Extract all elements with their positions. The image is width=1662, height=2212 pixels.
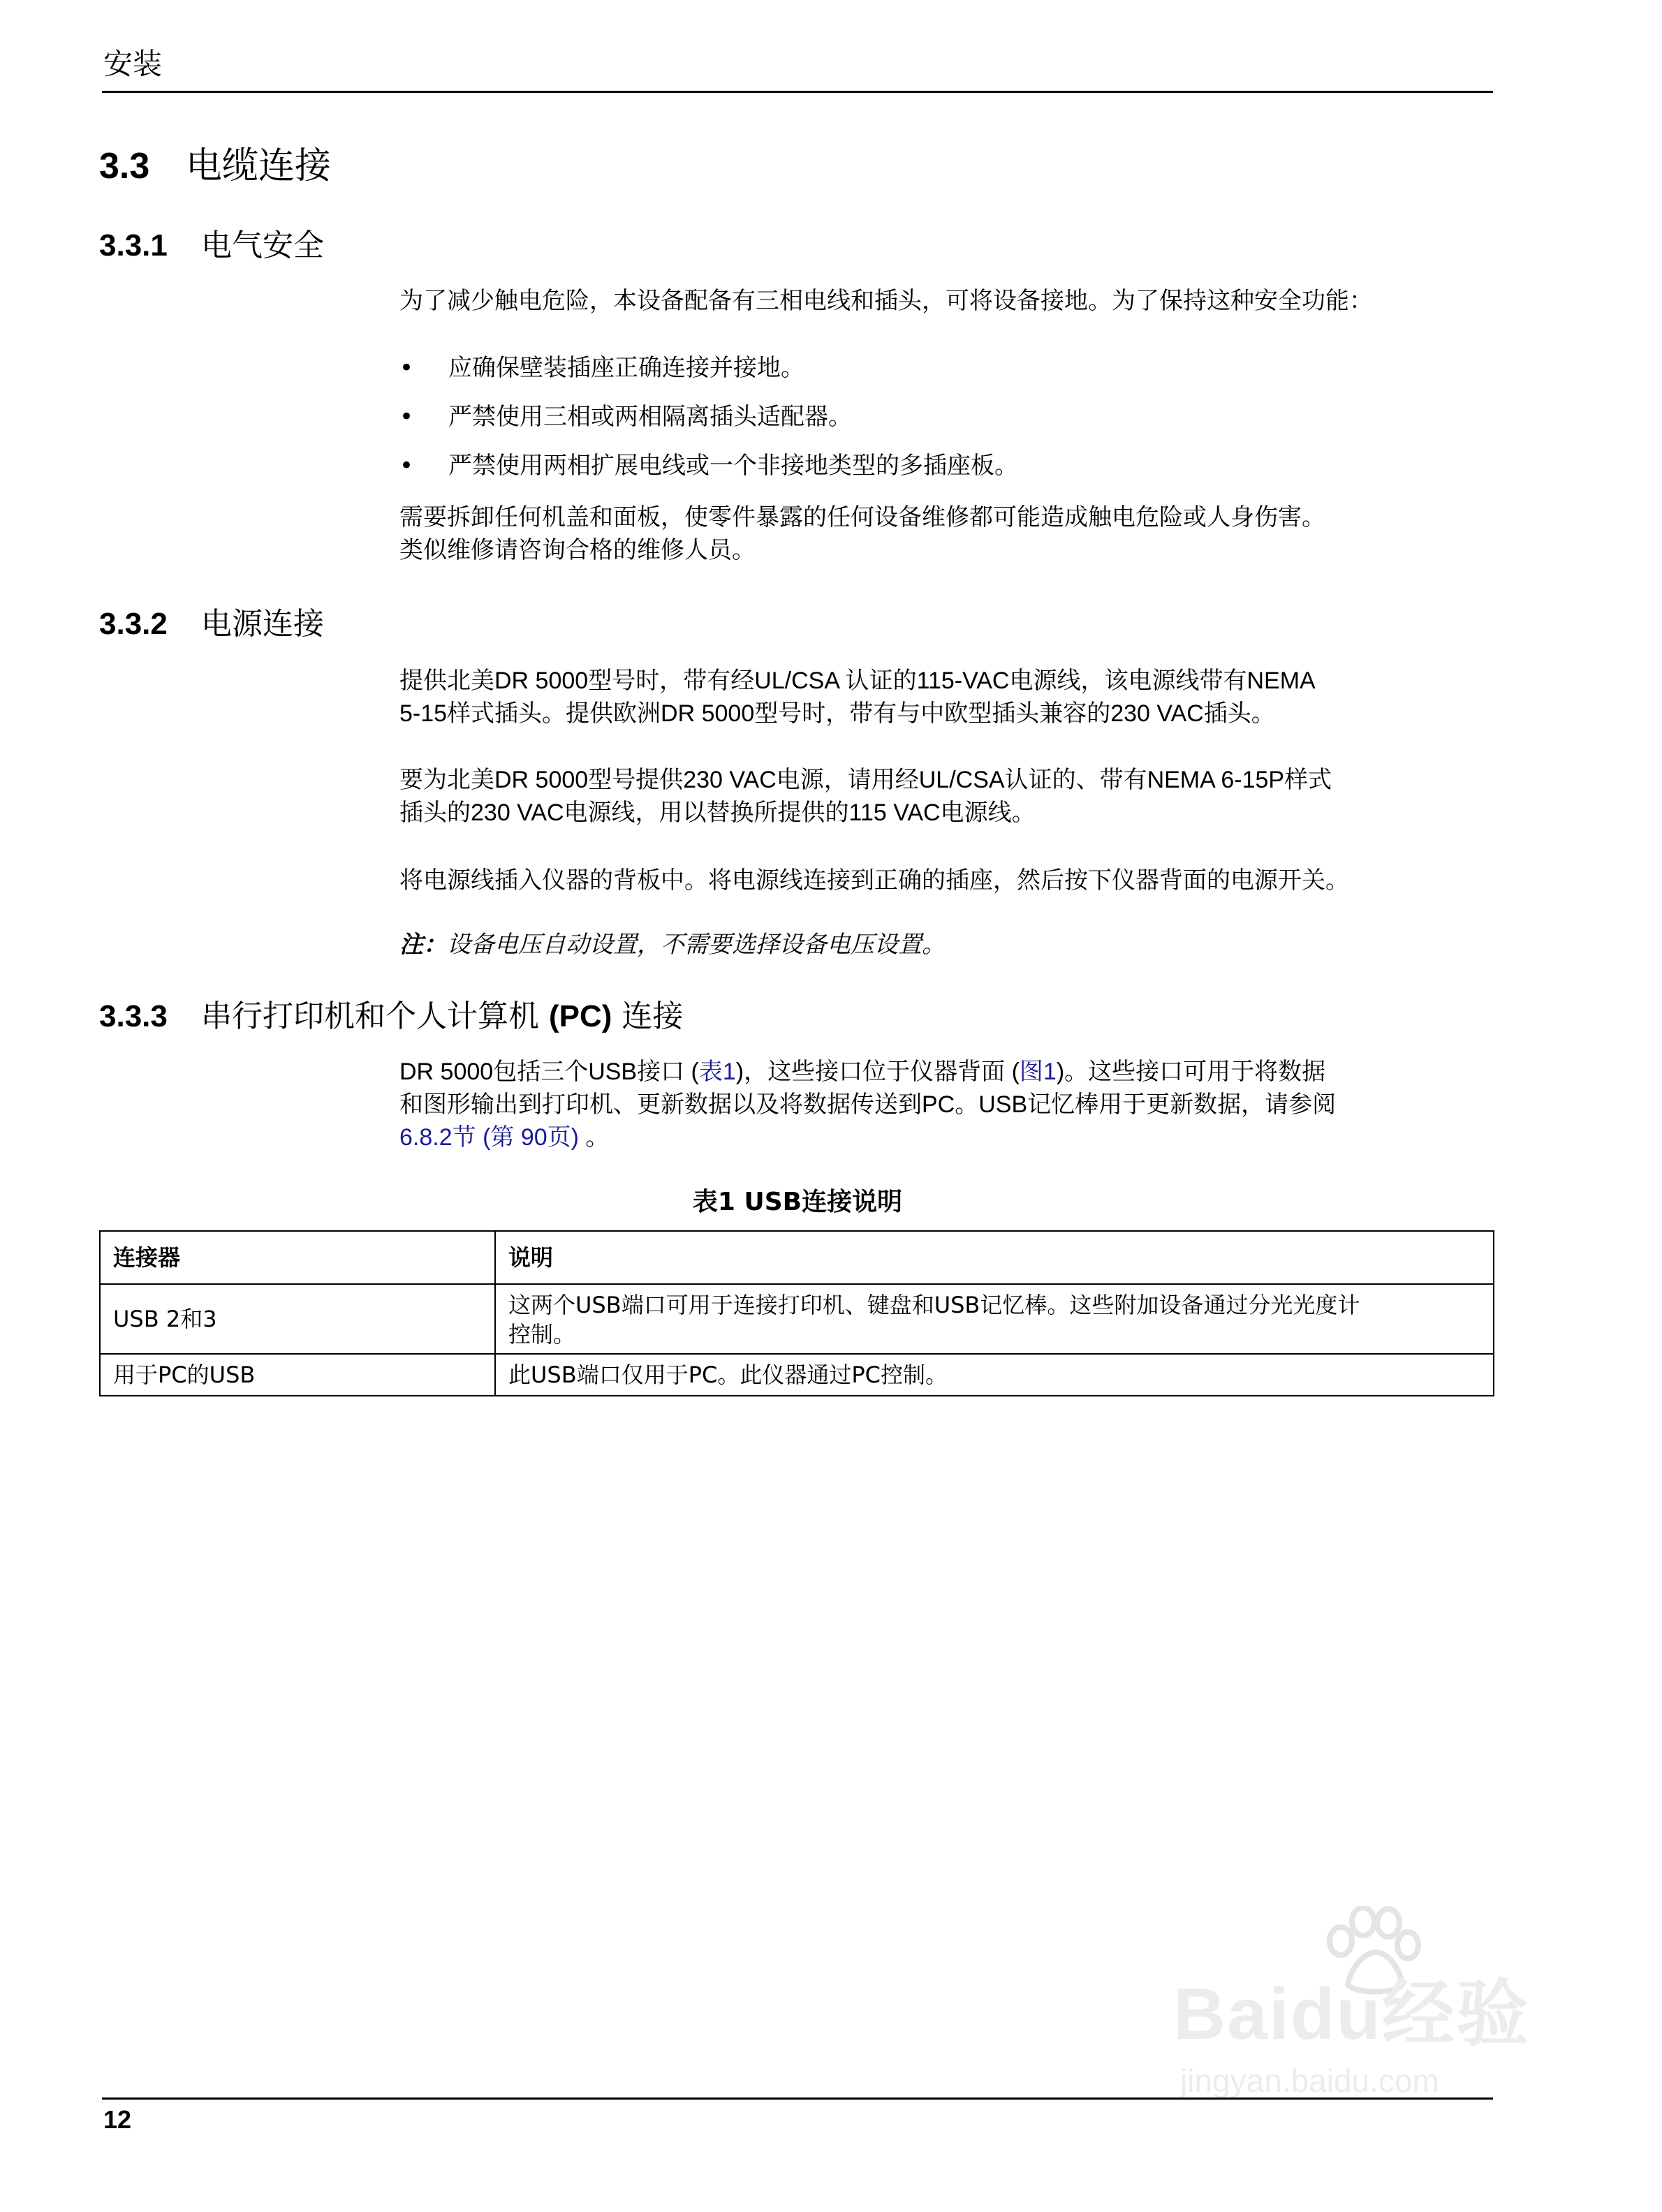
paragraph-line: 需要拆卸任何机盖和面板，使零件暴露的任何设备维修都可能造成触电危险或人身伤害。 xyxy=(399,503,1325,531)
table-header-cell: 连接器 xyxy=(100,1231,495,1284)
note-text: 设备电压自动设置，不需要选择设备电压设置。 xyxy=(447,931,946,959)
safety-bullet xyxy=(399,450,1018,482)
note-label: 注： xyxy=(399,931,447,959)
safety-intro xyxy=(399,285,1496,318)
cell-text: USB 2和3 xyxy=(113,1306,217,1332)
text-run: )，这些接口位于仪器背面 ( xyxy=(735,1059,1020,1085)
paragraph-line: 为了减少触电危险，本设备配备有三相电线和插头，可将设备接地。为了保持这种安全功能： xyxy=(399,287,1373,315)
subsection-title: 电气安全 xyxy=(201,228,324,263)
section-title: 电缆连接 xyxy=(186,145,332,187)
section-number: 3.3 xyxy=(99,146,150,186)
power-paragraph-3 xyxy=(399,864,1496,897)
watermark-brand: Baidu经验 xyxy=(1173,1974,1530,2055)
paragraph-line: 和图形输出到打印机、更新数据以及将数据传送到PC。USB记忆棒用于更新数据，请参阅 xyxy=(399,1091,1337,1118)
paragraph-line xyxy=(399,1121,1496,1154)
text-run: 。 xyxy=(578,1124,610,1151)
paragraph-line: 提供北美DR 5000型号时，带有经UL/CSA 认证的115-VAC电源线，该电源线带有NEMA xyxy=(399,668,1316,694)
table-caption: 表1 USB连接说明 xyxy=(692,1188,903,1216)
title-part: (PC) xyxy=(549,999,612,1033)
title-part: 连接 xyxy=(612,998,684,1034)
power-paragraph-1 xyxy=(399,665,1496,730)
table-cell-connector xyxy=(100,1284,495,1354)
paragraph-line xyxy=(399,1056,1496,1089)
subsection-title: 电源连接 xyxy=(201,606,324,642)
subsection-number: 3.3.3 xyxy=(99,999,168,1033)
power-paragraph-2 xyxy=(399,764,1496,830)
bullet-text: 严禁使用三相或两相隔离插头适配器。 xyxy=(448,403,852,431)
subsection-heading-electrical-safety xyxy=(99,223,324,268)
bullet-text: 严禁使用两相扩展电线或一个非接地类型的多插座板。 xyxy=(448,452,1018,480)
table-header-cell: 说明 xyxy=(495,1231,1494,1284)
bullet-icon: • xyxy=(399,452,414,480)
header-rule xyxy=(102,91,1493,93)
subsection-heading-power xyxy=(99,602,324,647)
safety-bullet xyxy=(399,401,852,434)
table-cell-connector: 用于PC的USB xyxy=(100,1354,495,1396)
usb-connection-table xyxy=(99,1230,1494,1396)
paragraph-line xyxy=(399,929,1496,961)
baidu-watermark xyxy=(1159,1906,1550,2102)
title-part: 串行打印机和个人计算机 xyxy=(201,998,549,1034)
cell-text: 这两个USB端口可用于连接打印机、键盘和USB记忆棒。这些附加设备通过分光光度计 xyxy=(508,1292,1360,1318)
running-header: 安装 xyxy=(103,47,163,81)
section-heading xyxy=(99,140,331,193)
text-run: DR 5000包括三个USB接口 ( xyxy=(399,1059,699,1085)
table-header-row xyxy=(100,1231,1494,1284)
section-6-8-2-link[interactable]: 6.8.2节 (第 90页) xyxy=(399,1124,579,1151)
subsection-heading-usb xyxy=(99,994,683,1039)
bullet-icon: • xyxy=(399,403,414,431)
safety-bullet xyxy=(399,352,804,385)
paragraph-line: 插头的230 VAC电源线，用以替换所提供的115 VAC电源线。 xyxy=(399,799,1036,826)
subsection-number: 3.3.1 xyxy=(99,228,168,263)
paragraph-line: 类似维修请咨询合格的维修人员。 xyxy=(399,536,756,564)
paragraph-line: 5-15样式插头。提供欧洲DR 5000型号时，带有与中欧型插头兼容的230 VAC插头。 xyxy=(399,700,1275,727)
safety-warning xyxy=(399,501,1496,567)
footer-rule xyxy=(102,2097,1493,2100)
figure-1-link[interactable]: 图1 xyxy=(1019,1059,1057,1085)
cell-text: 控制。 xyxy=(508,1321,576,1348)
page-number: 12 xyxy=(103,2105,132,2134)
bullet-icon: • xyxy=(399,354,414,382)
table-cell-description xyxy=(495,1284,1494,1354)
text-run: )。这些接口可用于将数据 xyxy=(1056,1059,1326,1085)
table-row xyxy=(100,1354,1494,1396)
table-1-link[interactable]: 表1 xyxy=(698,1059,736,1085)
table-row xyxy=(100,1284,1494,1354)
paragraph-line: 要为北美DR 5000型号提供230 VAC电源，请用经UL/CSA认证的、带有NEMA 6-15P样式 xyxy=(399,767,1332,793)
subsection-number: 3.3.2 xyxy=(99,607,168,641)
paragraph-line: 将电源线插入仪器的背板中。将电源线连接到正确的插座，然后按下仪器背面的电源开关。 xyxy=(399,867,1349,894)
subsection-title xyxy=(201,998,683,1034)
usb-paragraph xyxy=(399,1056,1496,1154)
power-note xyxy=(399,929,1496,961)
bullet-text: 应确保壁装插座正确连接并接地。 xyxy=(448,354,804,382)
watermark-url: jingyan.baidu.com xyxy=(1180,2063,1439,2099)
table-cell-description: 此USB端口仅用于PC。此仪器通过PC控制。 xyxy=(495,1354,1494,1396)
